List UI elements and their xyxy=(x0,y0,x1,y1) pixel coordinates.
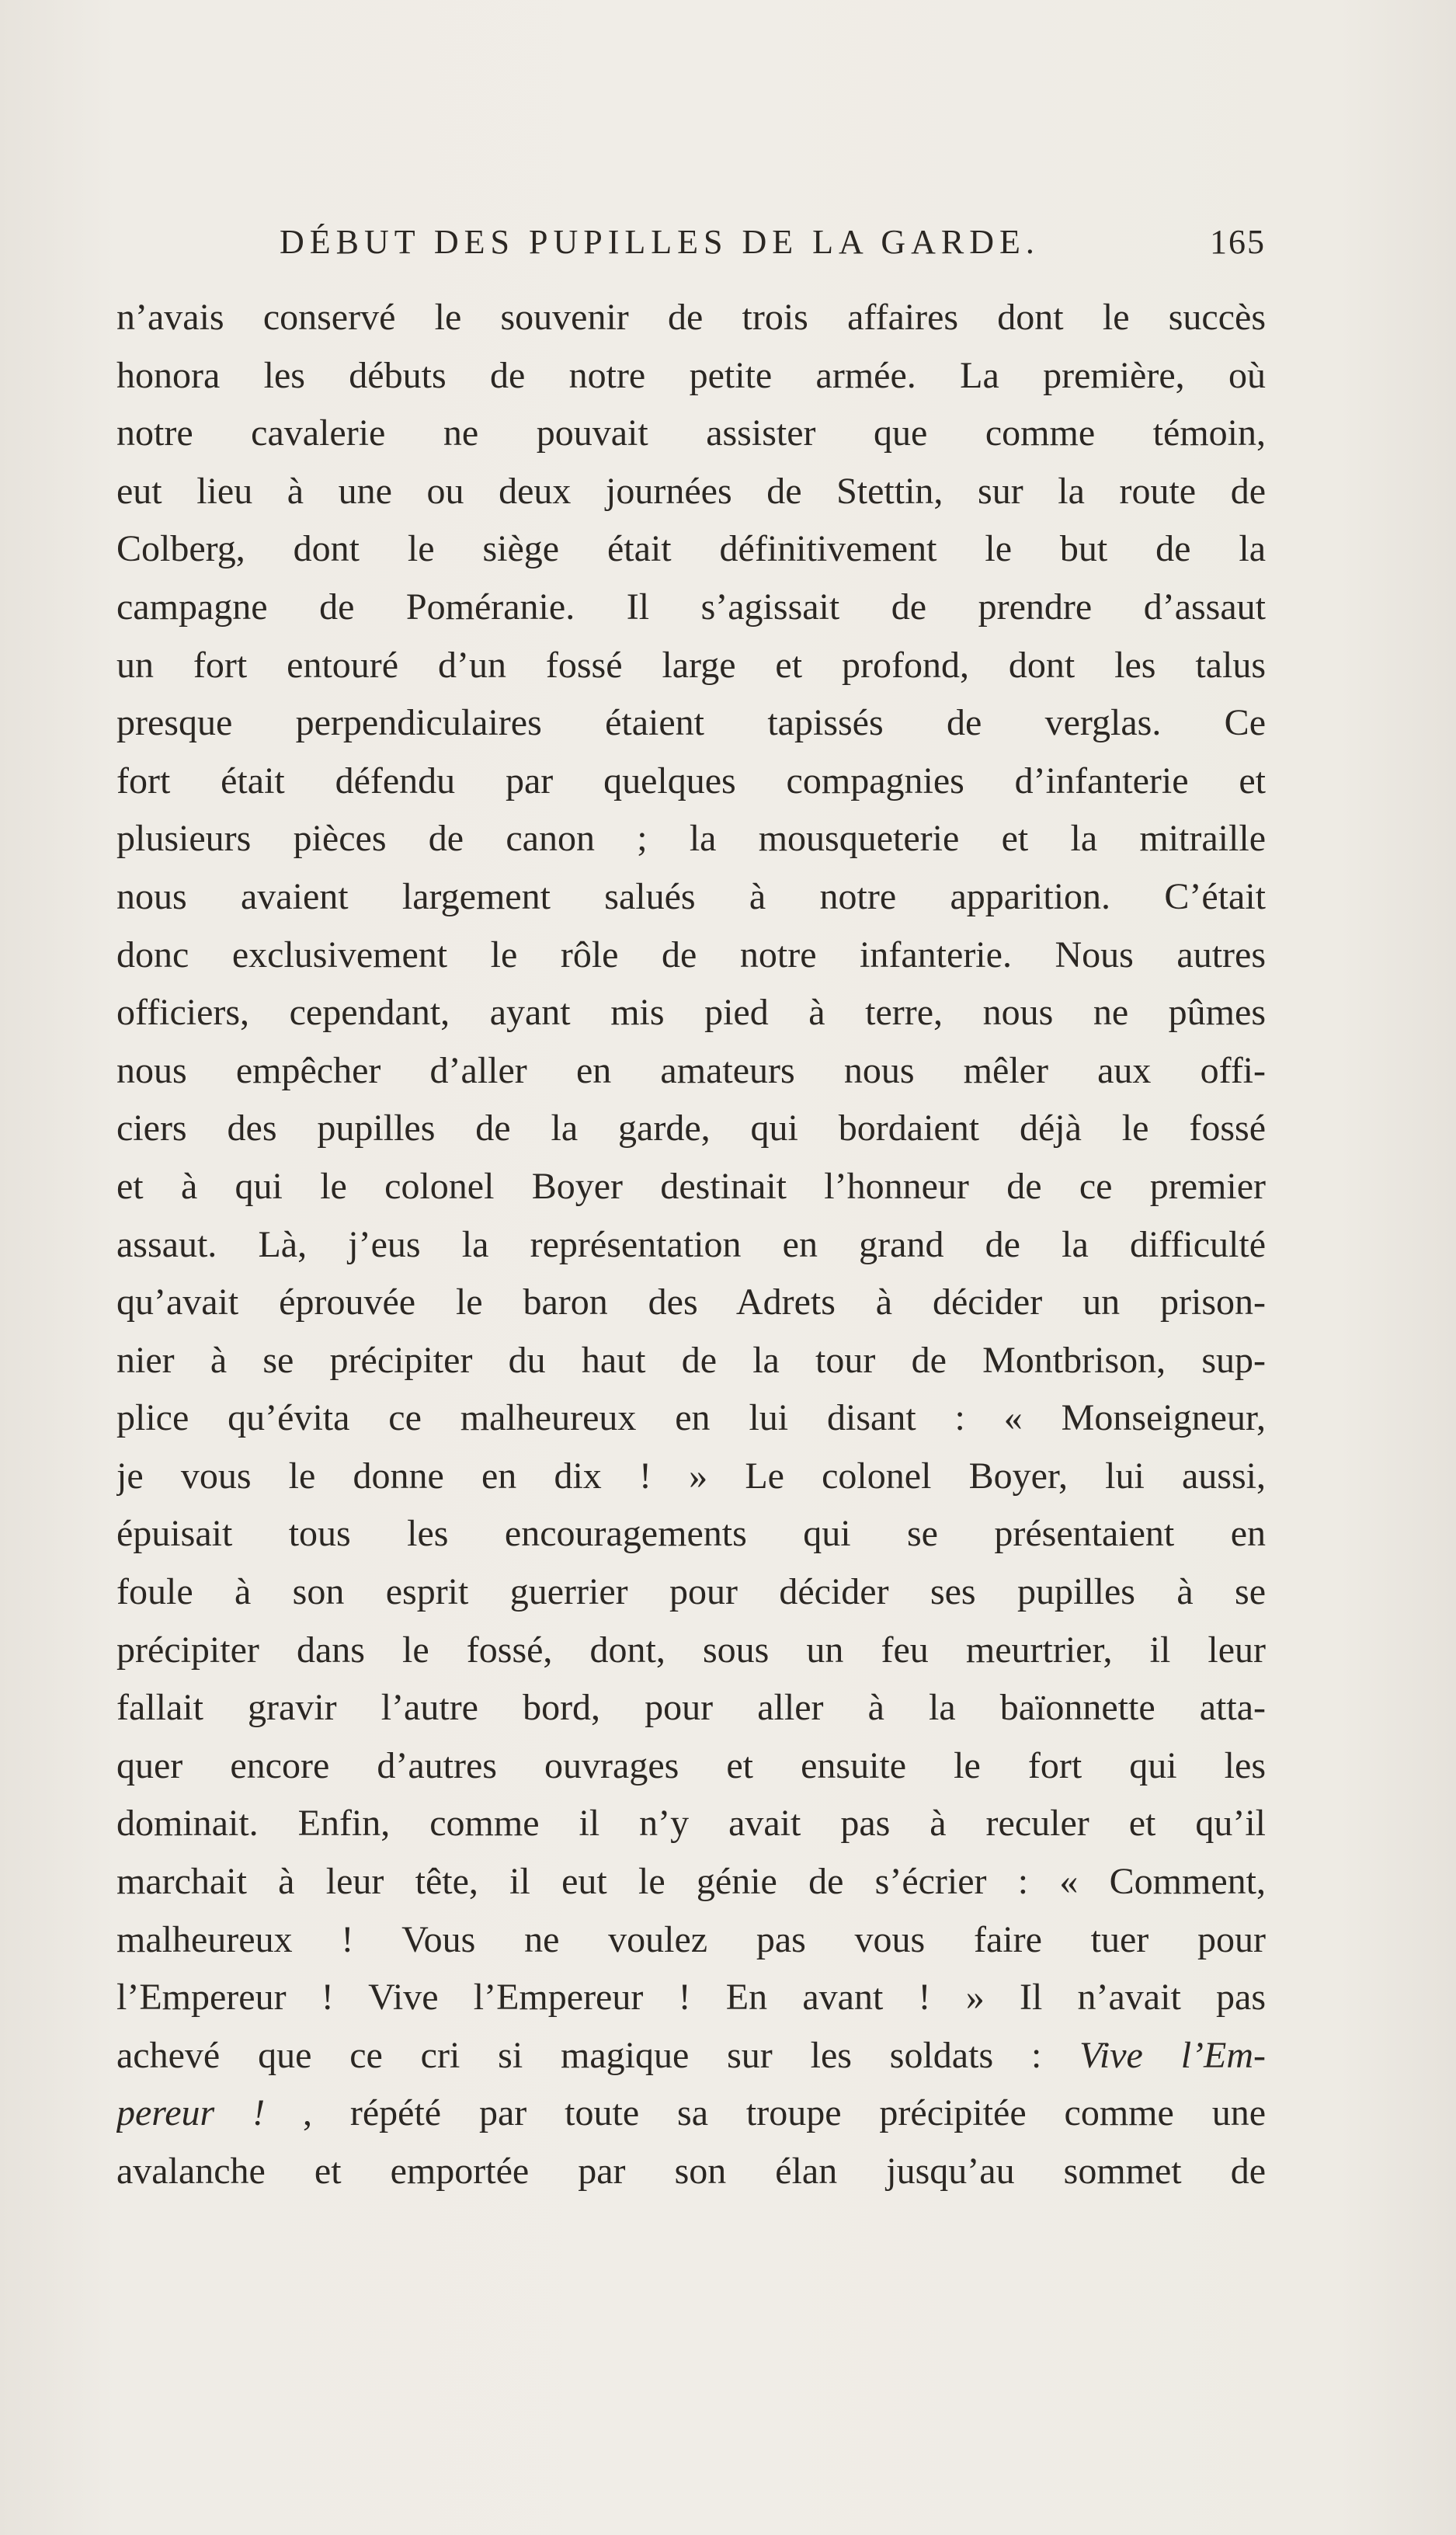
text-segment: , répété par toute sa troupe précipitée comme une xyxy=(265,2092,1266,2134)
text-line-mixed xyxy=(116,2027,1266,2085)
text-line: assaut. Là, j’eus la représentation en grand de la difficulté xyxy=(116,1223,1266,1265)
text-line: donc exclusivement le rôle de notre infanterie. Nous autres xyxy=(116,934,1266,975)
text-line: dominait. Enfin, comme il n’y avait pas à reculer et qu’il xyxy=(116,1803,1266,1845)
text-line: fallait gravir l’autre bord, pour aller à la baïonnette atta- xyxy=(116,1687,1266,1729)
text-line: précipiter dans le fossé, dont, sous un feu meurtrier, il leur xyxy=(116,1629,1266,1671)
text-line: malheureux ! Vous ne voulez pas vous faire tuer pour xyxy=(116,1918,1266,1960)
page-number: 165 xyxy=(1210,223,1266,261)
text-line: avalanche et emportée par son élan jusqu’au sommet de xyxy=(116,2151,1266,2192)
text-line-mixed xyxy=(116,2085,1266,2143)
text-line: nous empêcher d’aller en amateurs nous mêler aux offi- xyxy=(116,1049,1266,1091)
text-line: quer encore d’autres ouvrages et ensuite le fort qui les xyxy=(116,1744,1266,1786)
text-line: épuisait tous les encouragements qui se présentaient en xyxy=(116,1513,1266,1555)
text-line: ciers des pupilles de la garde, qui bordaient déjà le fossé xyxy=(116,1108,1266,1149)
text-line: marchait à leur tête, il eut le génie de s’écrier : « Comment, xyxy=(116,1861,1266,1903)
text-line: nous avaient largement salués à notre apparition. C’était xyxy=(116,875,1266,917)
text-line: notre cavalerie ne pouvait assister que comme témoin, xyxy=(116,412,1266,454)
italic-segment: Vive l’Em- xyxy=(1079,2034,1266,2076)
text-line: je vous le donne en dix ! » Le colonel Boyer, lui aussi, xyxy=(116,1455,1266,1497)
italic-segment: pereur ! xyxy=(116,2092,266,2134)
text-line: foule à son esprit guerrier pour décider ses pupilles à se xyxy=(116,1571,1266,1613)
text-line: plusieurs pièces de canon ; la mousqueterie et la mitraille xyxy=(116,818,1266,860)
text-line: Colberg, dont le siège était définitivement le but de la xyxy=(116,528,1266,570)
text-segment: achevé que ce cri si magique sur les soldats : xyxy=(116,2034,1080,2076)
text-line: n’avais conservé le souvenir de trois affaires dont le succès xyxy=(116,297,1266,338)
text-line: nier à se précipiter du haut de la tour de Montbrison, sup- xyxy=(116,1339,1266,1381)
text-line: presque perpendiculaires étaient tapissés de verglas. Ce xyxy=(116,702,1266,744)
text-line: fort était défendu par quelques compagnies d’infanterie et xyxy=(116,760,1266,802)
text-line: qu’avait éprouvée le baron des Adrets à décider un prison- xyxy=(116,1281,1266,1323)
running-head xyxy=(116,219,1266,266)
text-line: l’Empereur ! Vive l’Empereur ! En avant ! » Il n’avait pas xyxy=(116,1977,1266,2019)
text-line: eut lieu à une ou deux journées de Stettin, sur la route de xyxy=(116,470,1266,512)
text-line: un fort entouré d’un fossé large et profond, dont les talus xyxy=(116,644,1266,686)
text-line: officiers, cependant, ayant mis pied à terre, nous ne pûmes xyxy=(116,992,1266,1034)
text-line: plice qu’évita ce malheureux en lui disant : « Monseigneur, xyxy=(116,1397,1266,1439)
text-line: honora les débuts de notre petite armée. La première, où xyxy=(116,354,1266,396)
text-line: campagne de Poméranie. Il s’agissait de prendre d’assaut xyxy=(116,586,1266,628)
body-text xyxy=(116,289,1266,2201)
text-line: et à qui le colonel Boyer destinait l’honneur de ce premier xyxy=(116,1165,1266,1207)
running-title: DÉBUT DES PUPILLES DE LA GARDE. xyxy=(280,223,1040,261)
